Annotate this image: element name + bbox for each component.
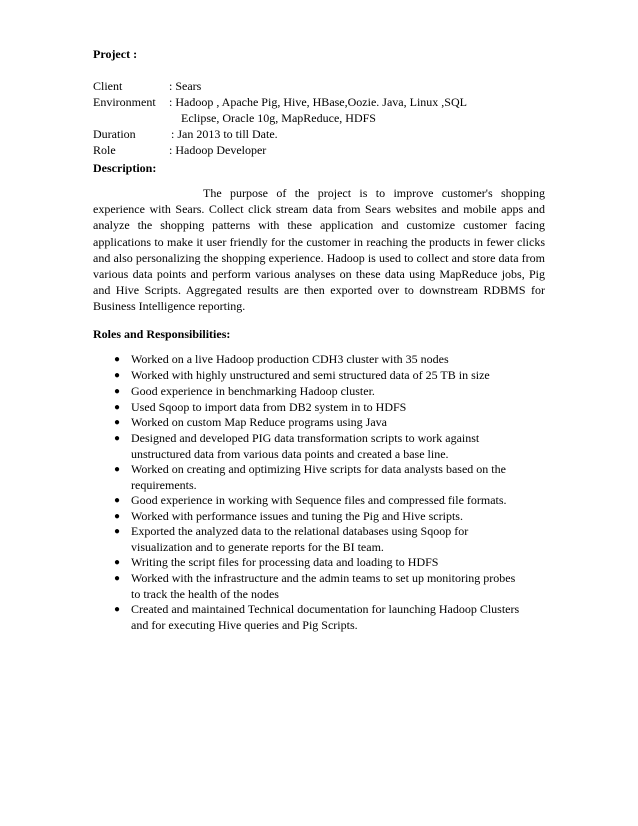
list-item (114, 462, 551, 493)
list-item (114, 368, 551, 384)
list-item-line: Writing the script files for processing data and loading to HDFS (131, 555, 439, 569)
duration-label: Duration (93, 127, 136, 141)
list-item (114, 384, 551, 400)
list-item (114, 415, 551, 431)
duration-value: : Jan 2013 to till Date. (171, 127, 278, 141)
project-heading: Project : (93, 47, 138, 61)
client-value: : Sears (169, 79, 202, 93)
list-item-line: Good experience in working with Sequence files and compressed file formats. (131, 493, 507, 507)
list-item-line: Good experience in benchmarking Hadoop cluster. (131, 384, 375, 398)
list-item (114, 524, 551, 555)
bullet-icon: ● (114, 573, 121, 584)
environment-value: : Hadoop , Apache Pig, Hive, HBase,Oozie. Java, Linux ,SQL (169, 95, 467, 109)
role-label: Role (93, 143, 116, 157)
bullet-icon: ● (114, 402, 121, 413)
list-item (114, 431, 551, 462)
environment-value-cont: Eclipse, Oracle 10g, MapReduce, HDFS (181, 111, 376, 125)
list-item-line: unstructured data from various data points and created a base line. (131, 446, 449, 461)
bullet-icon: ● (114, 433, 121, 444)
bullet-icon: ● (114, 604, 121, 615)
list-item-line: and for executing Hive queries and Pig Scripts. (131, 617, 358, 632)
bullet-icon: ● (114, 464, 121, 475)
bullet-icon: ● (114, 526, 121, 537)
bullet-icon: ● (114, 417, 121, 428)
bullet-icon: ● (114, 386, 121, 397)
list-item-line: Worked on a live Hadoop production CDH3 cluster with 35 nodes (131, 352, 449, 366)
list-item-line: Used Sqoop to import data from DB2 system in to HDFS (131, 400, 407, 414)
description-text: The purpose of the project is to improve customer's shopping experience with Sears. Collect click stream data from Sears websites and mobile apps and analyze the shopping patterns with these application and customize customer facing applications to make it user friendly for the customer in reaching the products in fewer clicks and also personalizing the shopping experience. Hadoop is used to collect and store data from various data points and perform various analyses on these data using MapReduce jobs, Pig and Hive Scripts. Aggregated results are then exported over to downstream RDBMS for Business Intelligence reporting. (93, 186, 545, 314)
list-item-line: to track the health of the nodes (131, 586, 279, 601)
list-item-line: Worked on creating and optimizing Hive scripts for data analysts based on the (131, 462, 506, 476)
list-item-line: visualization and to generate reports for the BI team. (131, 539, 384, 554)
description-heading: Description: (93, 161, 157, 175)
list-item (114, 602, 551, 633)
role-value: : Hadoop Developer (169, 143, 267, 157)
list-item-line: Created and maintained Technical documentation for launching Hadoop Clusters (131, 602, 520, 616)
list-item (114, 493, 551, 509)
list-item (114, 555, 551, 571)
list-item-line: Exported the analyzed data to the relational databases using Sqoop for (131, 524, 469, 538)
bullet-icon: ● (114, 557, 121, 568)
list-item (114, 509, 551, 525)
bullet-icon: ● (114, 354, 121, 365)
list-item-line: Designed and developed PIG data transformation scripts to work against (131, 431, 480, 445)
list-item-line: Worked on custom Map Reduce programs using Java (131, 415, 387, 429)
list-item-line: Worked with highly unstructured and semi structured data of 25 TB in size (131, 368, 490, 382)
bullet-icon: ● (114, 511, 121, 522)
client-label: Client (93, 79, 123, 93)
list-item (114, 400, 551, 416)
list-item-line: Worked with the infrastructure and the admin teams to set up monitoring probes (131, 571, 516, 585)
list-item (114, 571, 551, 602)
responsibilities-heading: Roles and Responsibilities: (93, 327, 231, 341)
environment-label: Environment (93, 95, 156, 109)
list-item (114, 352, 551, 368)
list-item-line: requirements. (131, 477, 197, 492)
bullet-icon: ● (114, 370, 121, 381)
bullet-icon: ● (114, 495, 121, 506)
list-item-line: Worked with performance issues and tuning the Pig and Hive scripts. (131, 509, 463, 523)
